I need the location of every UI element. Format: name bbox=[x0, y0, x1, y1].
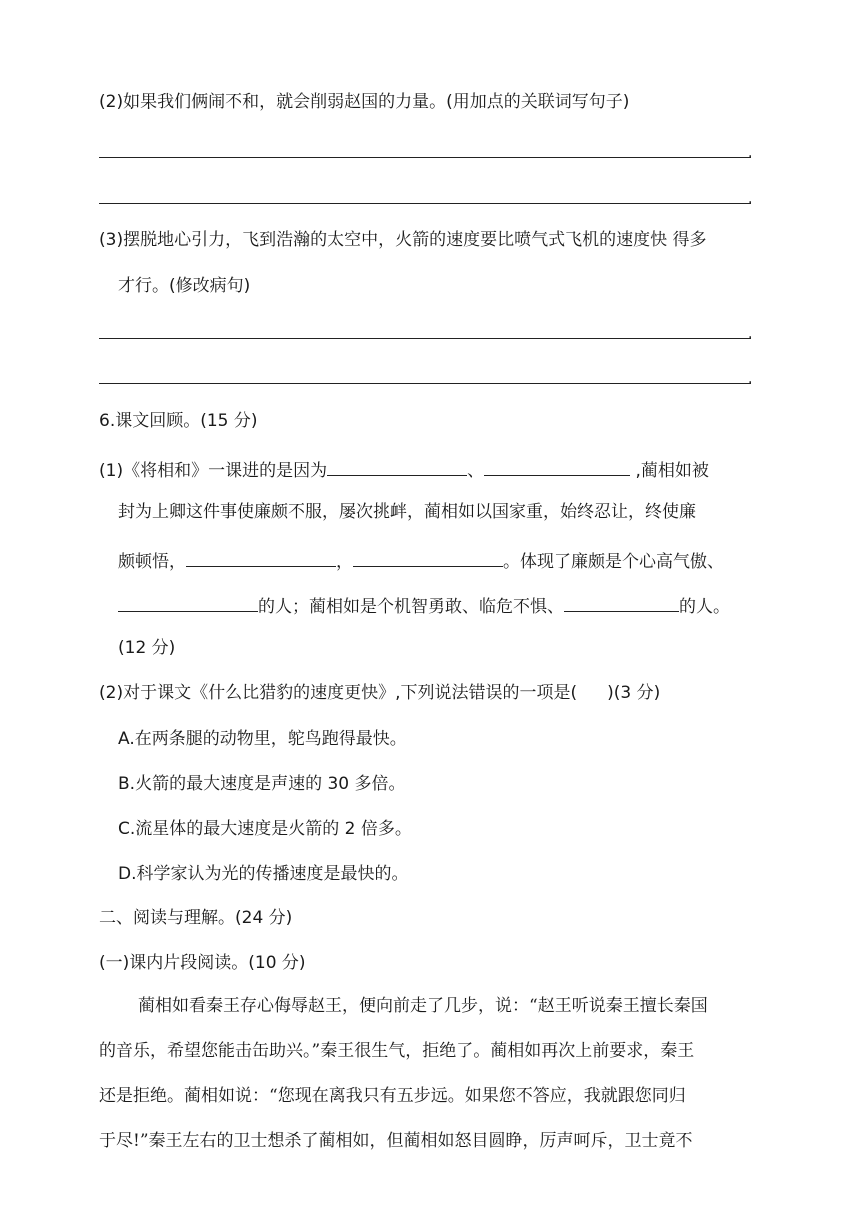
answer-line[interactable] bbox=[99, 157, 751, 158]
fill-blank[interactable] bbox=[186, 546, 336, 567]
answer-line-dot: . bbox=[748, 191, 753, 207]
fill-blank[interactable] bbox=[564, 591, 679, 612]
passage-line-4: 于尽!”秦王左右的卫士想杀了蔺相如，但蔺相如怒目圆睁，厉声呵斥，卫士竟不 bbox=[99, 1131, 693, 1151]
answer-line[interactable] bbox=[99, 203, 751, 204]
passage-line-1: 蔺相如看秦王存心侮辱赵王，便向前走了几步，说：“赵王听说秦王擅长秦国 bbox=[138, 996, 708, 1016]
question-5-3-line1: (3)摆脱地心引力，飞到浩瀚的太空中，火箭的速度要比喷气式飞机的速度快 得多 bbox=[99, 230, 707, 250]
fill-blank[interactable] bbox=[118, 591, 258, 612]
fill-blank[interactable] bbox=[353, 546, 503, 567]
option-d: D.科学家认为光的传播速度是最快的。 bbox=[118, 864, 409, 884]
question-5-2 bbox=[99, 90, 629, 114]
answer-line-dot: . bbox=[748, 371, 753, 387]
dotted-char: 就 bbox=[276, 92, 294, 112]
dotted-char: 果 bbox=[140, 92, 158, 112]
section-2-subtitle: (一)课内片段阅读。(10 分) bbox=[99, 953, 306, 973]
text-segment: ， bbox=[336, 552, 353, 572]
question-number: (2) bbox=[99, 92, 124, 112]
section-2-title: 二、阅读与理解。(24 分) bbox=[99, 908, 293, 928]
answer-line-dot: . bbox=[748, 145, 753, 161]
text-segment: (1)《将相和》一课进的是因为 bbox=[99, 461, 328, 481]
text-segment: 、 bbox=[467, 461, 485, 481]
text-segment: 颇顿悟， bbox=[118, 552, 186, 572]
question-6-2 bbox=[99, 681, 660, 705]
question-6-1-line1 bbox=[99, 455, 709, 483]
option-a: A.在两条腿的动物里，鸵鸟跑得最快。 bbox=[118, 729, 407, 749]
passage-line-2: 的音乐，希望您能击缶助兴。”秦王很生气，拒绝了。蔺相如再次上前要求，秦王 bbox=[99, 1041, 695, 1061]
text-segment: )(3 分) bbox=[607, 683, 661, 703]
fill-blank[interactable] bbox=[484, 455, 630, 476]
answer-line[interactable] bbox=[99, 383, 751, 384]
dotted-char: 如 bbox=[123, 92, 141, 112]
answer-line[interactable] bbox=[99, 338, 751, 339]
question-5-3-line2: 才行。(修改病句) bbox=[118, 276, 251, 296]
text-segment: ,蔺相如被 bbox=[630, 461, 709, 481]
text-segment: 的人。 bbox=[679, 597, 730, 617]
answer-line-dot: . bbox=[748, 326, 753, 342]
passage-line-3: 还是拒绝。蔺相如说：“您现在离我只有五步远。如果您不答应，我就跟您同归 bbox=[99, 1086, 686, 1106]
question-6-1-line4 bbox=[118, 591, 730, 619]
fill-blank[interactable] bbox=[327, 455, 467, 476]
text-segment: 的人；蔺相如是个机智勇敢、临危不惧、 bbox=[258, 597, 564, 617]
text-segment: (2)对于课文《什么比猎豹的速度更快》,下列说法错误的一项是( bbox=[99, 683, 578, 703]
sentence-text: 会削弱赵国的力量。(用加点的关联词写句子) bbox=[293, 92, 630, 112]
question-6-1-line2: 封为上卿这件事使廉颇不服，屡次挑衅，蔺相如以国家重，始终忍让，终使廉 bbox=[118, 502, 696, 522]
question-6-title: 6.课文回顾。(15 分) bbox=[99, 411, 258, 431]
option-b: B.火箭的最大速度是声速的 30 多倍。 bbox=[118, 774, 406, 794]
sentence-text: 我们俩闹不和， bbox=[157, 92, 277, 112]
text-segment: 。体现了廉颇是个心高气傲、 bbox=[503, 552, 724, 572]
question-6-1-line3 bbox=[118, 546, 724, 574]
option-c: C.流星体的最大速度是火箭的 2 倍多。 bbox=[118, 819, 412, 839]
question-6-1-score: (12 分) bbox=[118, 638, 176, 658]
